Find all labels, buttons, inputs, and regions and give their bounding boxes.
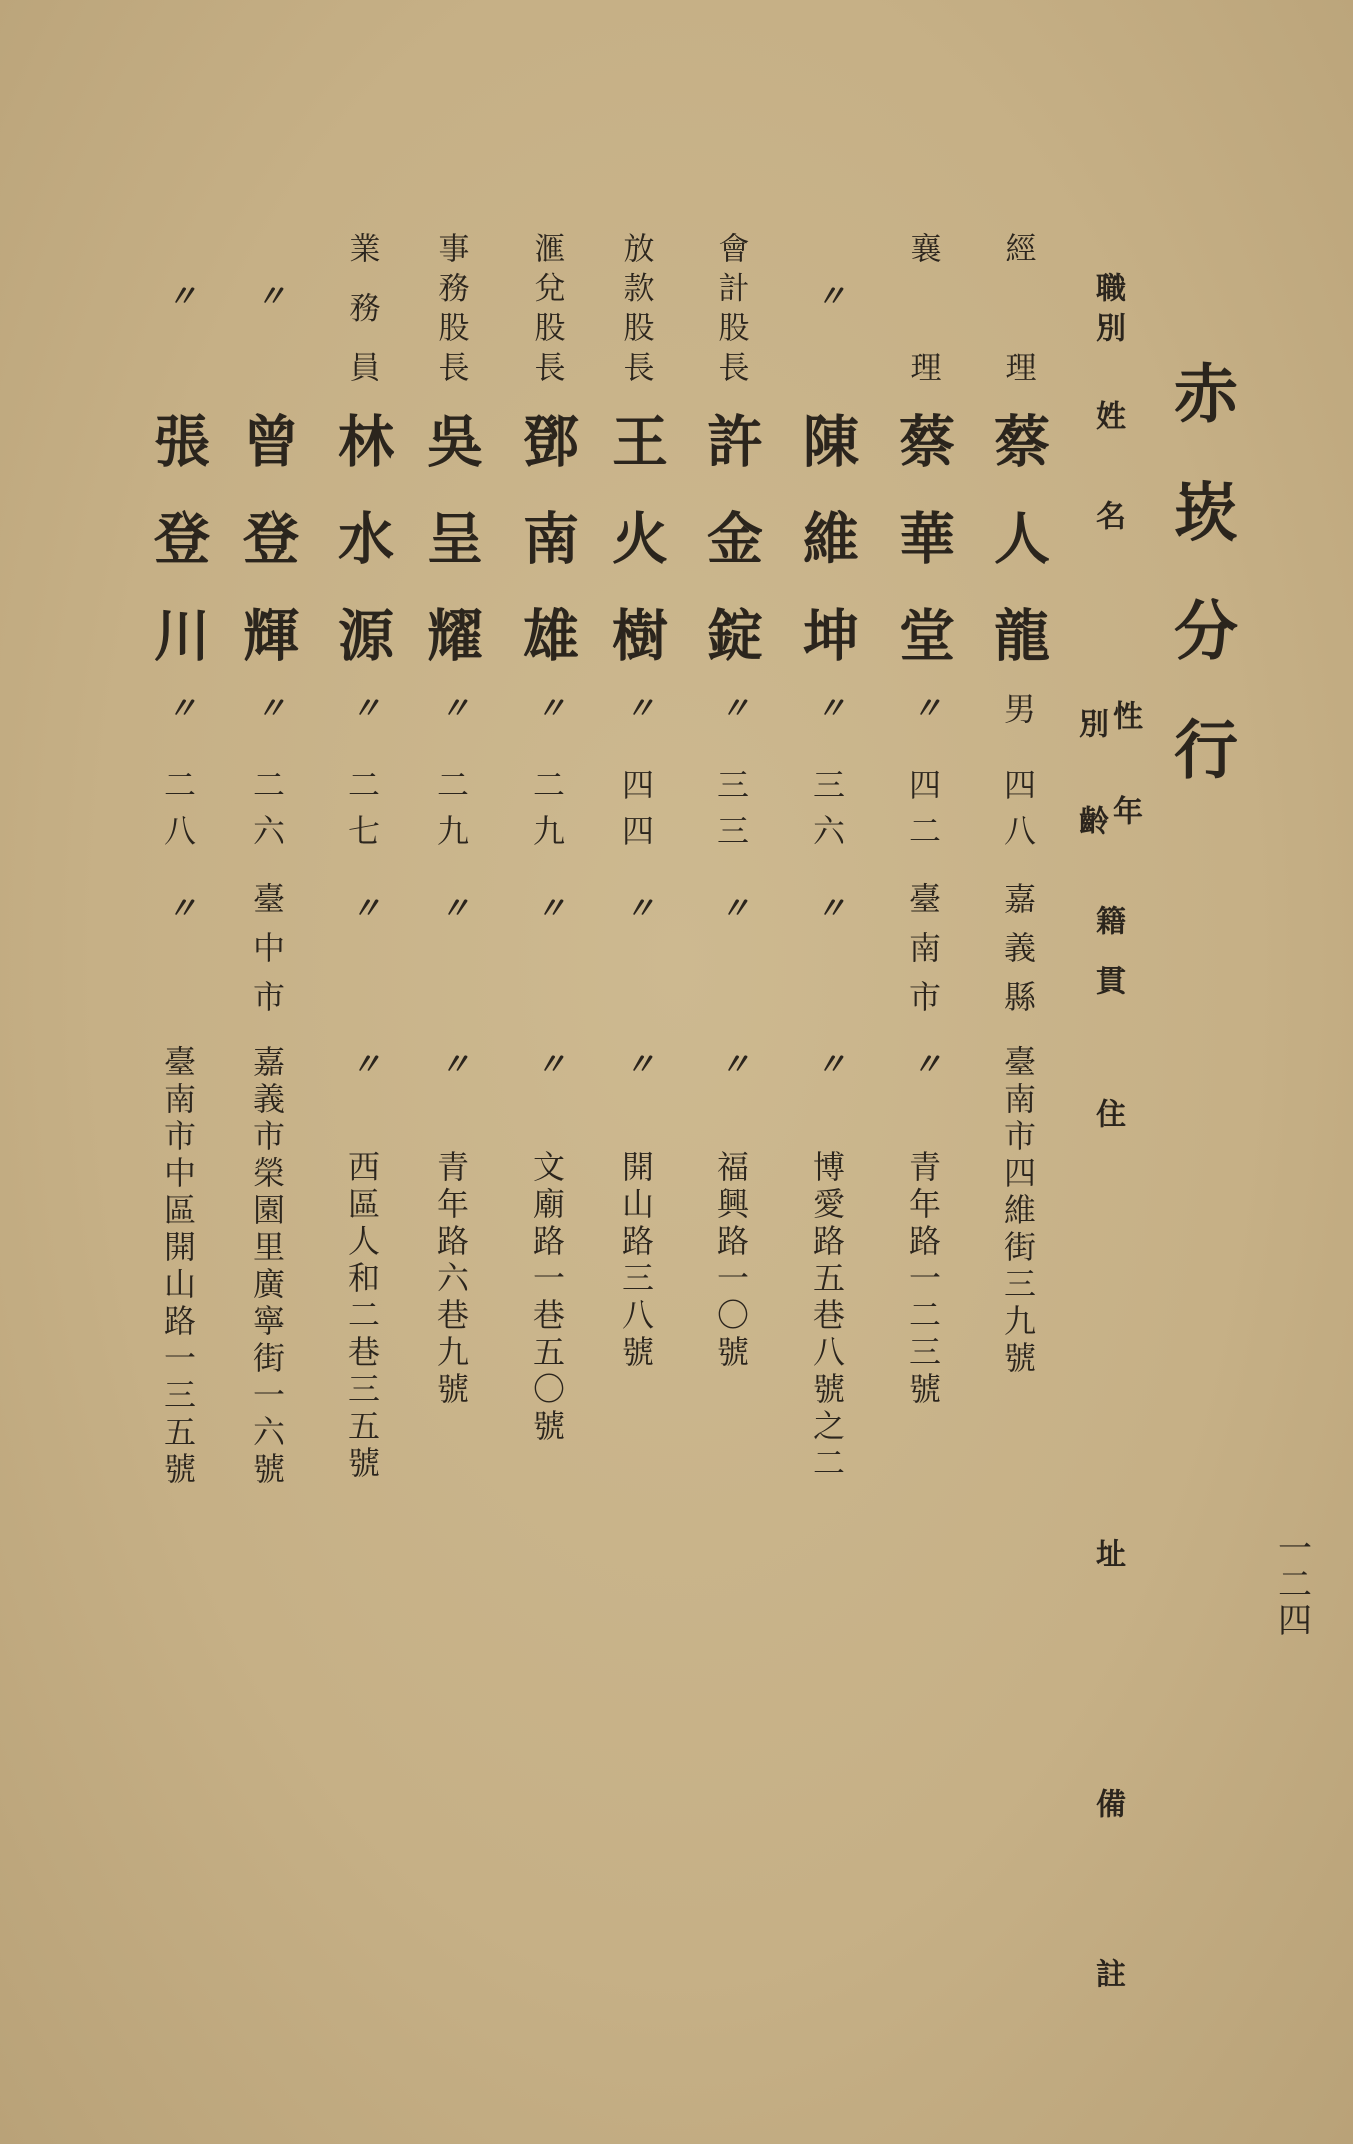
native-place-cell: 嘉義縣 <box>999 882 1037 1012</box>
name-cell: 蔡人龍 <box>985 412 1051 662</box>
address-ditto-mark: 〃 <box>906 1048 941 1078</box>
sex-cell: 〃 <box>810 692 845 722</box>
page-title: 赤崁分行 <box>1163 360 1238 780</box>
position-cell: 襄理 <box>904 232 941 382</box>
name-cell: 吳呈耀 <box>418 412 484 662</box>
header-remarks-2: 註 <box>1090 1958 1125 1988</box>
header-name-1: 姓 <box>1090 400 1125 430</box>
age-cell: 二八 <box>159 768 197 846</box>
page-number: 一二四 <box>1271 1530 1312 1638</box>
header-address-2: 址 <box>1090 1538 1125 1568</box>
address-ditto-mark: 〃 <box>619 1048 654 1078</box>
age-cell: 二九 <box>432 768 470 846</box>
header-native-2: 貫 <box>1090 965 1125 995</box>
header-name-2: 名 <box>1090 500 1125 530</box>
position-cell: 〃 <box>161 280 196 310</box>
position-cell: 會計股長 <box>712 232 749 382</box>
native-place-cell: 〃 <box>810 892 845 922</box>
native-place-cell: 〃 <box>619 892 654 922</box>
age-cell: 三六 <box>808 768 846 846</box>
address-cell: 臺南市四維街三九號 <box>999 1045 1037 1378</box>
name-cell: 曾登輝 <box>234 412 300 662</box>
native-place-cell: 〃 <box>530 892 565 922</box>
age-cell: 二七 <box>343 768 381 846</box>
sex-cell: 男 <box>999 692 1037 724</box>
header-position-2: 別 <box>1090 312 1125 342</box>
header-remarks-1: 備 <box>1090 1788 1125 1818</box>
header-address-1: 住 <box>1090 1098 1125 1128</box>
address-ditto-mark: 〃 <box>434 1048 469 1078</box>
address-cell: 博愛路五巷八號之二 <box>808 1150 846 1483</box>
position-cell: 經理 <box>999 232 1036 382</box>
name-cell: 陳維坤 <box>794 412 860 662</box>
address-ditto-mark: 〃 <box>345 1048 380 1078</box>
native-place-cell: 〃 <box>714 892 749 922</box>
native-place-cell: 〃 <box>161 892 196 922</box>
sex-cell: 〃 <box>345 692 380 722</box>
position-cell: 事務股長 <box>432 232 469 382</box>
name-cell: 許金錠 <box>698 412 764 662</box>
address-cell: 嘉義市榮園里廣寧街一六號 <box>248 1045 286 1489</box>
address-cell: 開山路三八號 <box>617 1150 655 1372</box>
header-sex-2: 別 <box>1073 708 1108 738</box>
header-native-1: 籍 <box>1090 905 1125 935</box>
native-place-cell: 臺南市 <box>904 882 942 1012</box>
age-cell: 三三 <box>712 768 750 846</box>
age-cell: 四八 <box>999 768 1037 846</box>
native-place-cell: 臺中市 <box>248 882 286 1012</box>
position-cell: 業務員 <box>343 232 380 382</box>
age-cell: 二九 <box>528 768 566 846</box>
native-place-cell: 〃 <box>345 892 380 922</box>
header-age-1: 年 <box>1107 795 1142 825</box>
address-cell: 西區人和二巷三五號 <box>343 1150 381 1483</box>
position-cell: 〃 <box>810 280 845 310</box>
address-ditto-mark: 〃 <box>530 1048 565 1078</box>
name-cell: 鄧南雄 <box>514 412 580 662</box>
header-sex-1: 性 <box>1107 700 1142 730</box>
age-cell: 四二 <box>904 768 942 846</box>
sex-cell: 〃 <box>906 692 941 722</box>
address-cell: 青年路六巷九號 <box>432 1150 470 1409</box>
age-cell: 二六 <box>248 768 286 846</box>
address-cell: 福興路一〇號 <box>712 1150 750 1372</box>
header-age-2: 齡 <box>1073 805 1108 835</box>
name-cell: 張登川 <box>145 412 211 662</box>
address-cell: 青年路一二三號 <box>904 1150 942 1409</box>
sex-cell: 〃 <box>530 692 565 722</box>
sex-cell: 〃 <box>250 692 285 722</box>
position-cell: 放款股長 <box>617 232 654 382</box>
name-cell: 王火樹 <box>603 412 669 662</box>
name-cell: 林水源 <box>329 412 395 662</box>
native-place-cell: 〃 <box>434 892 469 922</box>
address-cell: 臺南市中區開山路一三五號 <box>159 1045 197 1489</box>
header-position-1: 職 <box>1090 272 1125 302</box>
address-cell: 文廟路一巷五〇號 <box>528 1150 566 1446</box>
address-ditto-mark: 〃 <box>810 1048 845 1078</box>
sex-cell: 〃 <box>434 692 469 722</box>
age-cell: 四四 <box>617 768 655 846</box>
sex-cell: 〃 <box>161 692 196 722</box>
name-cell: 蔡華堂 <box>890 412 956 662</box>
sex-cell: 〃 <box>619 692 654 722</box>
position-cell: 〃 <box>250 280 285 310</box>
sex-cell: 〃 <box>714 692 749 722</box>
position-cell: 滙兌股長 <box>528 232 565 382</box>
address-ditto-mark: 〃 <box>714 1048 749 1078</box>
